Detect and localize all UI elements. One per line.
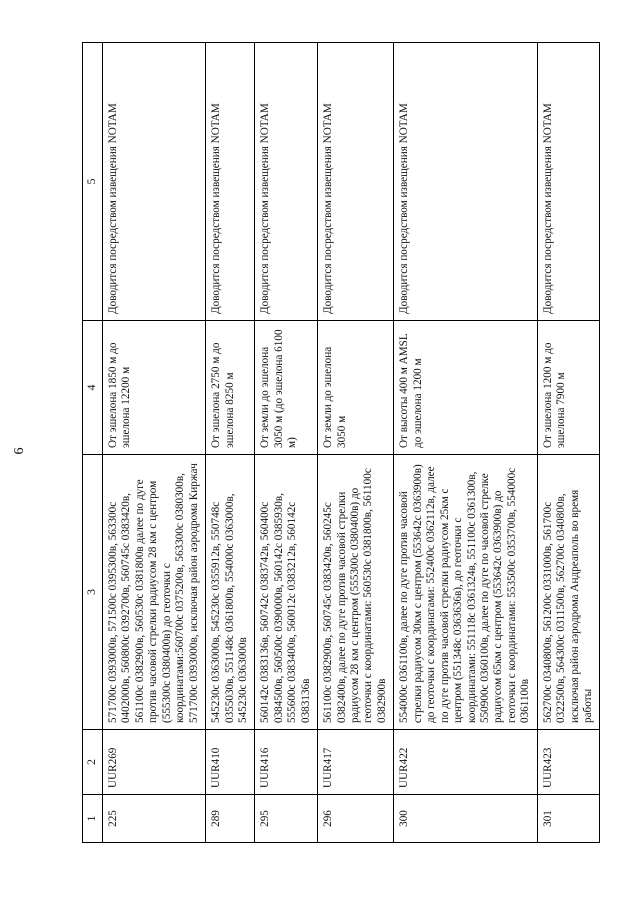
column-header: 3 [83,455,103,730]
zone-notice: Доводится посредством извещения NOTAM [394,43,537,321]
rotated-table-container [82,43,594,843]
row-number: 295 [255,795,318,843]
zone-altitude: От эшелона 2750 м до эшелона 8250 м [206,321,255,455]
zone-code: UUR423 [537,730,600,795]
column-header: 5 [83,43,103,321]
zone-notice: Доводится посредством извещения NOTAM [103,43,206,321]
zone-code: UUR417 [318,730,394,795]
zone-code: UUR410 [206,730,255,795]
row-number: 225 [103,795,206,843]
zone-code: UUR416 [255,730,318,795]
zone-notice: Доводится посредством извещения NOTAM [255,43,318,321]
zone-boundary: 571700с 0393000в, 571500с 0395300в, 563300с 0402000в, 560800с 0392700в, 560745с 0383420в, 561100с 0382900в, 560530с 0381800в далее по дуге против часовой стрелки радиусом 28 км с центром (555300с 0380400в) до геоточки с координатами:560700с 0375200в, 563300с 0380300в, 571700с 0393000в, исключая район аэродрома Киржач [103,455,206,730]
zone-altitude: От эшелона 1850 м до эшелона 12200 м [103,321,206,455]
zone-boundary: 545230с 0363000в, 545230с 0355912в, 550748с 0355030в, 551148с 0361800в, 554000с 0363000в, 545230с 0363000в [206,455,255,730]
zone-notice: Доводится посредством извещения NOTAM [206,43,255,321]
column-header: 4 [83,321,103,455]
page-number: 6 [12,447,27,455]
table-row [318,43,394,843]
row-number: 296 [318,795,394,843]
zone-code: UUR269 [103,730,206,795]
zone-altitude: От земли до эшелона 3050 м (до эшелона 6100 м) [255,321,318,455]
table-row [394,43,537,843]
table-row [103,43,206,843]
zone-notice: Доводится посредством извещения NOTAM [537,43,600,321]
column-header: 1 [83,795,103,843]
header-row [83,43,103,843]
zone-boundary: 560142с 0383136в, 560742с 0383742в, 560400с 0384500в, 560500с 0390000в, 560142с 0385930в, 555600с 0383400в, 560012с 0383212в, 560142с 0383136в [255,455,318,730]
row-number: 300 [394,795,537,843]
zone-code: UUR422 [394,730,537,795]
zone-altitude: От земли до эшелона 3050 м [318,321,394,455]
rotated-table-inner [82,43,594,843]
column-header: 2 [83,730,103,795]
zone-boundary: 562700с 0340800в, 561200с 0331000в, 561700с 0322500в, 564300с 0311500в, 562700с 0340800в, исключая район аэродрома Андреаполь во время работы [537,455,600,730]
zone-notice: Доводится посредством извещения NOTAM [318,43,394,321]
zone-altitude: От эшелона 1200 м до эшелона 7900 м [537,321,600,455]
row-number: 289 [206,795,255,843]
zone-altitude: От высоты 400 м AMSL до эшелона 1200 м [394,321,537,455]
row-number: 301 [537,795,600,843]
table-row [255,43,318,843]
table-row [537,43,600,843]
airspace-table [82,42,600,843]
zone-boundary: 554000с 0361100в, далее по дуге против часовой стрелки радиусом 30км с центром (553642с 0363900в) до геоточки с координатами: 552400с 0362112в, далее по дуге против часовой стрелки радиусом 25км с центром (551348с 0363636в), до геоточки с координатами: 551118с 0361324в, 551100с 0361300в, 550900с 0360100в, далее по дуге по часовой стрелке радиусом 65км с центром (553642с 0363900в) до геоточки с координатами: 553500с 0353700в, 554000с 0361100в [394,455,537,730]
table-row [206,43,255,843]
zone-boundary: 561100с 0382900в, 560745с 0383420в, 560245с 0382400в, далее по дуге против часовой стрелки радиусом 28 км с центром (555300с 0380400в) до геоточки с координатами: 560530с 0381800в, 561100с 0382900в [318,455,394,730]
